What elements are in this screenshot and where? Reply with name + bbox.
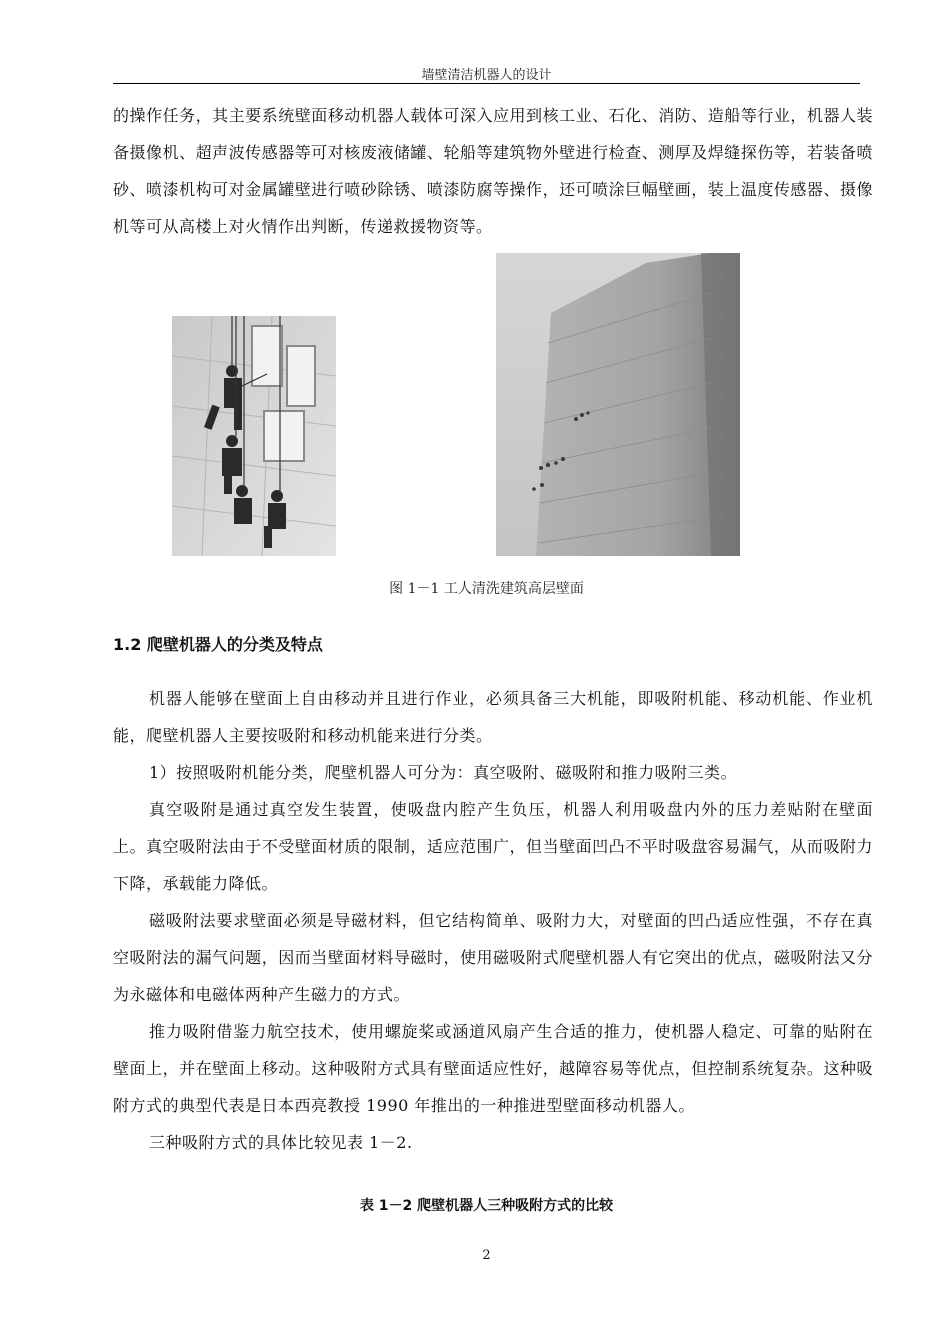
intro-paragraph [113, 97, 873, 245]
workers-cleaning-photo [172, 316, 336, 556]
workers-photo-graphic [172, 316, 336, 556]
paragraph-text: 机器人能够在壁面上自由移动并且进行作业，必须具备三大机能，即吸附机能、移动机能、作业机能，爬壁机器人主要按吸附和移动机能来进行分类。 [113, 689, 873, 745]
section-heading: 1.2 爬壁机器人的分类及特点 [113, 635, 323, 654]
building-facade-photo [496, 253, 740, 556]
section-body [113, 680, 873, 1161]
building-photo-graphic [496, 253, 740, 556]
figure-caption: 图 1－1 工人清洗建筑高层壁面 [389, 581, 584, 597]
table-caption: 表 1－2 爬壁机器人三种吸附方式的比较 [359, 1198, 614, 1214]
paragraph-text: 1）按照吸附机能分类，爬壁机器人可分为：真空吸附、磁吸附和推力吸附三类。 [149, 763, 738, 782]
paragraph-text: 真空吸附是通过真空发生装置，使吸盘内腔产生负压，机器人利用吸盘内外的压力差贴附在壁面上。真空吸附法由于不受壁面材质的限制，适应范围广，但当壁面凹凸不平时吸盘容易漏气，从而吸附力下降，承载能力降低。 [113, 800, 873, 893]
paragraph-text: 磁吸附法要求壁面必须是导磁材料，但它结构简单、吸附力大，对壁面的凹凸适应性强，不存在真空吸附法的漏气问题，因而当壁面材料导磁时，使用磁吸附式爬壁机器人有它突出的优点，磁吸附法又分为永磁体和电磁体两种产生磁力的方式。 [113, 911, 873, 1004]
running-header: 墙壁清洁机器人的设计 [421, 68, 552, 83]
paragraph-text: 三种吸附方式的具体比较见表 1－2. [149, 1133, 413, 1152]
header-rule [113, 83, 860, 84]
page-number: 2 [482, 1248, 491, 1263]
paragraph-text: 推力吸附借鉴力航空技术，使用螺旋桨或涵道风扇产生合适的推力，使机器人稳定、可靠的贴附在壁面上，并在壁面上移动。这种吸附方式具有壁面适应性好，越障容易等优点，但控制系统复杂。这种吸附方式的典型代表是日本西亮教授 1990 年推出的一种推进型壁面移动机器人。 [113, 1022, 873, 1115]
paragraph-text: 的操作任务，其主要系统壁面移动机器人载体可深入应用到核工业、石化、消防、造船等行业，机器人装备摄像机、超声波传感器等可对核废液储罐、轮船等建筑物外壁进行检查、测厚及焊缝探伤等，若装备喷砂、喷漆机构可对金属罐壁进行喷砂除锈、喷漆防腐等操作，还可喷涂巨幅壁画，装上温度传感器、摄像机等可从高楼上对火情作出判断，传递救援物资等。 [113, 106, 873, 236]
